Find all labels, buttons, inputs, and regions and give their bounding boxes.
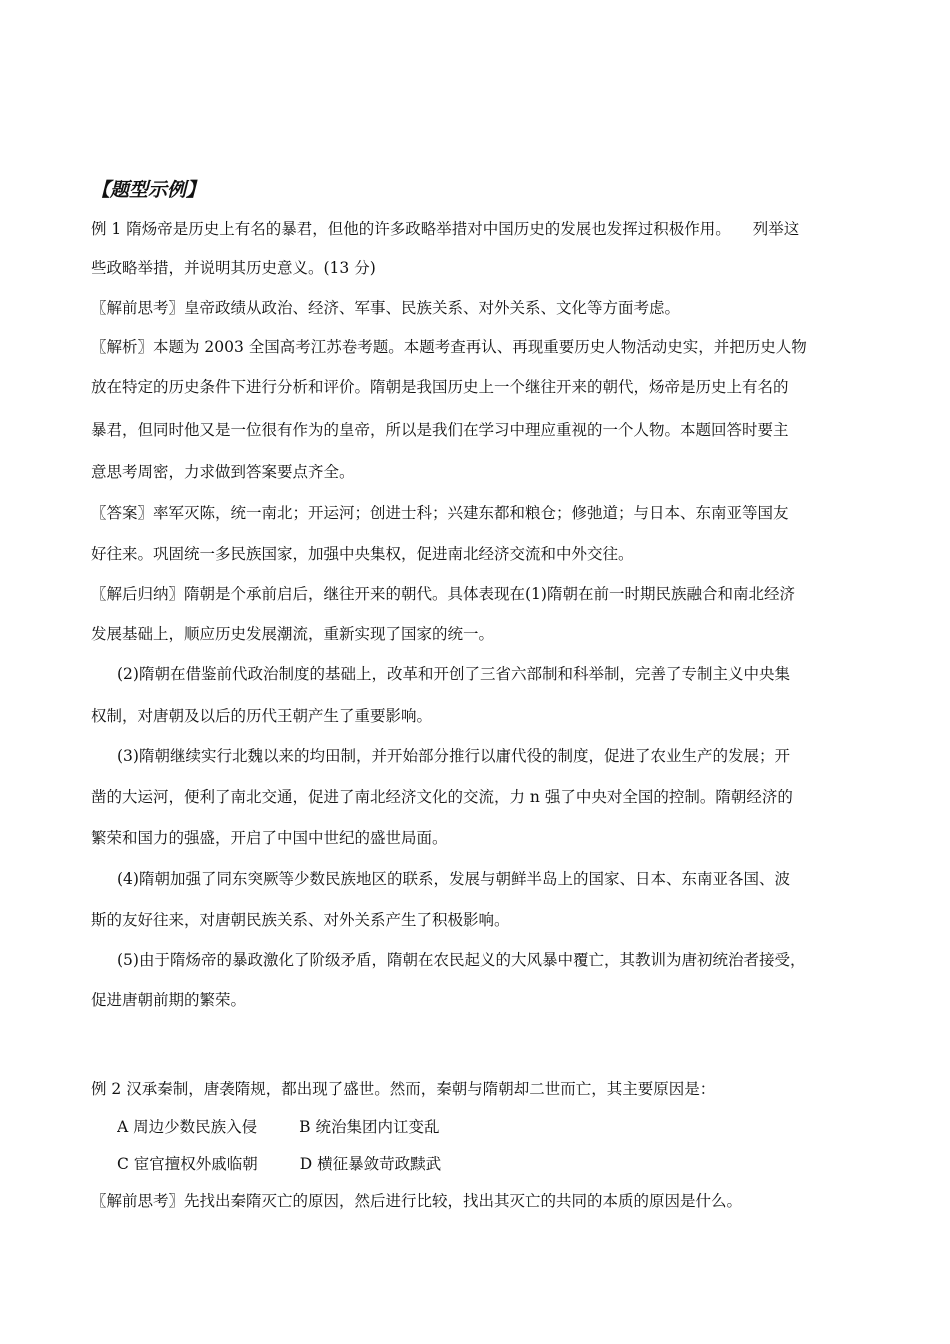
- option-a: A 周边少数民族入侵: [117, 1118, 258, 1136]
- example1-question-line2: 些政略举措，并说明其历史意义。(13 分): [91, 259, 376, 277]
- example1-point5-line: 促进唐朝前期的繁荣。: [91, 991, 247, 1009]
- example1-point4-line: 斯的友好往来，对唐朝民族关系、对外关系产生了积极影响。: [91, 911, 510, 929]
- example1-think: 〖解前思考〗皇帝政绩从政治、经济、军事、民族关系、对外关系、文化等方面考虑。: [91, 299, 681, 317]
- example1-question-line1: [91, 219, 871, 239]
- example1-analysis-line: 〖解析〗本题为 2003 全国高考江苏卷考题。本题考查再认、再现重要历史人物活动史实，并把历史人物: [91, 338, 807, 356]
- example1-point2-line: (2)隋朝在借鉴前代政治制度的基础上，改革和开创了三省六部制和科举制，完善了专制主义中央集: [117, 665, 790, 683]
- example1-point3-line: (3)隋朝继续实行北魏以来的均田制，并开始部分推行以庸代役的制度，促进了农业生产的发展；开: [117, 747, 790, 765]
- example1-point5-line: (5)由于隋炀帝的暴政激化了阶级矛盾，隋朝在农民起义的大风暴中覆亡，其教训为唐初统治者接受，: [117, 951, 806, 969]
- example1-point3-line: 繁荣和国力的强盛，开启了中国中世纪的盛世局面。: [91, 829, 448, 847]
- section-heading: 【题型示例】: [91, 179, 206, 201]
- example2-question: 例 2 汉承秦制，唐袭隋规，都出现了盛世。然而，秦朝与隋朝却二世而亡，其主要原因是：: [91, 1080, 716, 1098]
- option-d: D 横征暴敛苛政黩武: [299, 1155, 442, 1173]
- example1-point4-line: (4)隋朝加强了同东突厥等少数民族地区的联系，发展与朝鲜半岛上的国家、日本、东南亚各国、波: [117, 870, 790, 888]
- example1-question-text: 例 1 隋炀帝是历史上有名的暴君，但他的许多政略举措对中国历史的发展也发挥过积极作用。: [91, 220, 731, 238]
- example2-options-row2: [117, 1154, 897, 1174]
- example1-analysis-line: 意思考周密，力求做到答案要点齐全。: [91, 463, 355, 481]
- example1-analysis-line: 暴君，但同时他又是一位很有作为的皇帝，所以是我们在学习中理应重视的一个人物。本题回答时要主: [91, 421, 789, 439]
- example2-options-row1: [117, 1117, 897, 1137]
- example1-answer-line: 〖答案〗率军灭陈，统一南北；开运河；创进士科；兴建东都和粮仓；修弛道；与日本、东南亚等国友: [91, 504, 789, 522]
- example1-summary-line: 发展基础上，顺应历史发展潮流，重新实现了国家的统一。: [91, 625, 495, 643]
- example1-summary-line: 〖解后归纳〗隋朝是个承前启后，继往开来的朝代。具体表现在(1)隋朝在前一时期民族融合和南北经济: [91, 585, 795, 603]
- example1-answer-line: 好往来。巩固统一多民族国家，加强中央集权，促进南北经济交流和中外交往。: [91, 545, 634, 563]
- example1-question-tail: 列举这: [752, 220, 800, 238]
- option-c: C 宦官擅权外戚临朝: [117, 1155, 258, 1173]
- example2-think: 〖解前思考〗先找出秦隋灭亡的原因，然后进行比较，找出其灭亡的共同的本质的原因是什么。: [91, 1192, 743, 1210]
- example1-point2-line: 权制，对唐朝及以后的历代王朝产生了重要影响。: [91, 707, 433, 725]
- example1-analysis-line: 放在特定的历史条件下进行分析和评价。隋朝是我国历史上一个继往开来的朝代，炀帝是历史上有名的: [91, 378, 789, 396]
- example1-point3-line: 凿的大运河，便利了南北交通，促进了南北经济文化的交流，力 n 强了中央对全国的控制。隋朝经济的: [91, 788, 793, 806]
- option-b: B 统治集团内讧变乱: [299, 1118, 440, 1136]
